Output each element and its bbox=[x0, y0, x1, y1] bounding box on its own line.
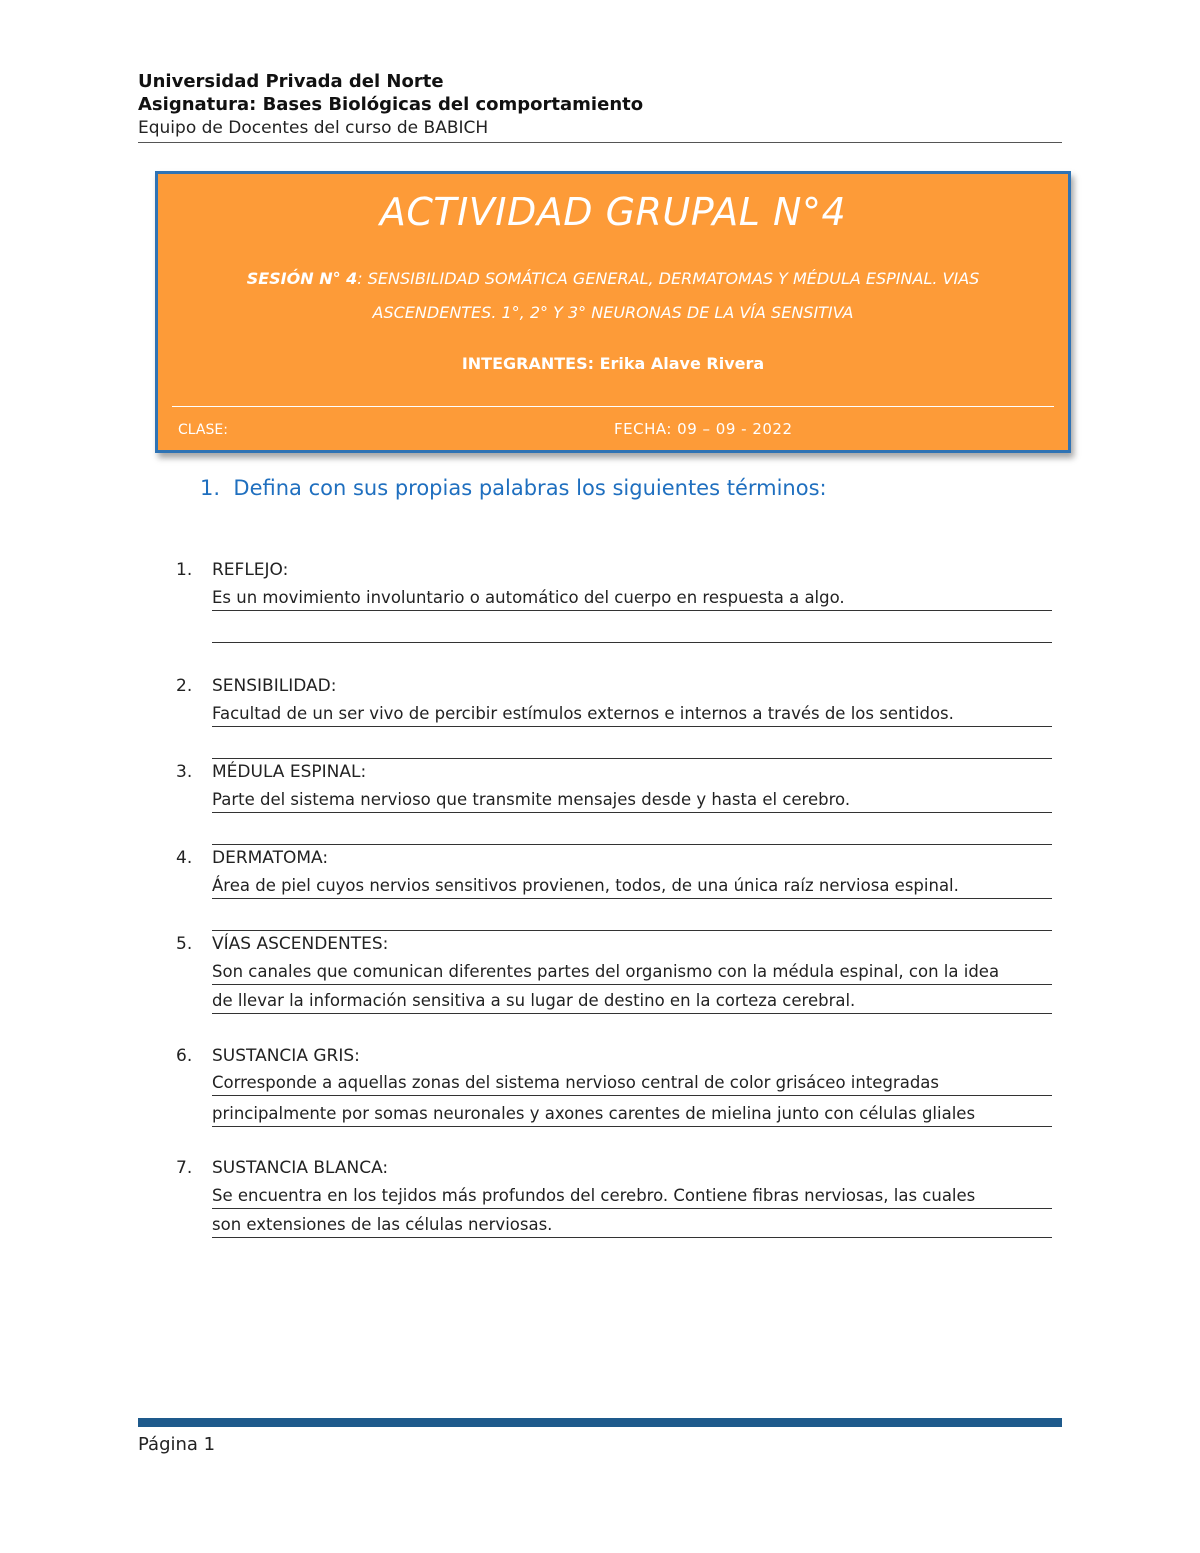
section-title-text: Defina con sus propias palabras los siguientes términos: bbox=[233, 476, 827, 500]
answer-line: Parte del sistema nervioso que transmite mensajes desde y hasta el cerebro. bbox=[212, 788, 1052, 813]
answer-line: de llevar la información sensitiva a su lugar de destino en la corteza cerebral. bbox=[212, 989, 1052, 1014]
section-number: 1. bbox=[200, 476, 221, 500]
answer-line bbox=[212, 734, 1052, 759]
section-heading bbox=[200, 476, 827, 500]
item-number: 6. bbox=[176, 1046, 193, 1066]
answer-line: Es un movimiento involuntario o automático del cuerpo en respuesta a algo. bbox=[212, 586, 1052, 611]
members-line: INTEGRANTES: Erika Alave Rivera bbox=[461, 354, 765, 373]
item-number: 1. bbox=[176, 560, 193, 580]
date-label: FECHA: 09 – 09 - 2022 bbox=[614, 420, 793, 438]
item-term: DERMATOMA: bbox=[212, 848, 329, 868]
item-number: 3. bbox=[176, 762, 193, 782]
answer-line: Área de piel cuyos nervios sensitivos provienen, todos, de una única raíz nerviosa espinal. bbox=[212, 874, 1052, 899]
answer-line: Corresponde a aquellas zonas del sistema nervioso central de color grisáceo integradas bbox=[212, 1071, 1052, 1096]
activity-title: ACTIVIDAD GRUPAL N°4 bbox=[379, 190, 847, 234]
answer-line: Se encuentra en los tejidos más profundos del cerebro. Contiene fibras nerviosas, las cuales bbox=[212, 1184, 1052, 1209]
teaching-team: Equipo de Docentes del curso de BABICH bbox=[138, 118, 489, 138]
item-number: 2. bbox=[176, 676, 193, 696]
item-number: 7. bbox=[176, 1158, 193, 1178]
page-number: Página 1 bbox=[138, 1434, 216, 1455]
item-term: SUSTANCIA GRIS: bbox=[212, 1046, 360, 1066]
answer-line: principalmente por somas neuronales y axones carentes de mielina junto con células gliales bbox=[212, 1102, 1052, 1127]
item-term: SUSTANCIA BLANCA: bbox=[212, 1158, 389, 1178]
answer-line bbox=[212, 906, 1052, 931]
item-number: 5. bbox=[176, 934, 193, 954]
session-description bbox=[178, 262, 1048, 330]
item-term: REFLEJO: bbox=[212, 560, 289, 580]
item-number: 4. bbox=[176, 848, 193, 868]
item-term: SENSIBILIDAD: bbox=[212, 676, 337, 696]
class-label: CLASE: bbox=[178, 422, 228, 438]
answer-line: Son canales que comunican diferentes partes del organismo con la médula espinal, con la idea bbox=[212, 960, 1052, 985]
answer-line bbox=[212, 618, 1052, 643]
answer-line: Facultad de un ser vivo de percibir estímulos externos e internos a través de los sentidos. bbox=[212, 702, 1052, 727]
banner-divider bbox=[172, 406, 1054, 407]
session-text-line-2: ASCENDENTES. 1°, 2° Y 3° NEURONAS DE LA VÍA SENSITIVA bbox=[372, 303, 854, 322]
answer-line: son extensiones de las células nerviosas. bbox=[212, 1213, 1052, 1238]
footer-bar bbox=[138, 1418, 1062, 1427]
university-name: Universidad Privada del Norte bbox=[138, 71, 444, 92]
session-label: SESIÓN N° 4 bbox=[246, 269, 358, 288]
course-name: Asignatura: Bases Biológicas del comportamiento bbox=[138, 94, 644, 115]
answer-line bbox=[212, 820, 1052, 845]
item-term: VÍAS ASCENDENTES: bbox=[212, 934, 389, 954]
page-header bbox=[138, 70, 1062, 143]
session-text-line-1: : SENSIBILIDAD SOMÁTICA GENERAL, DERMATOMAS Y MÉDULA ESPINAL. VIAS bbox=[357, 269, 980, 288]
item-term: MÉDULA ESPINAL: bbox=[212, 762, 367, 782]
activity-banner bbox=[155, 171, 1071, 453]
